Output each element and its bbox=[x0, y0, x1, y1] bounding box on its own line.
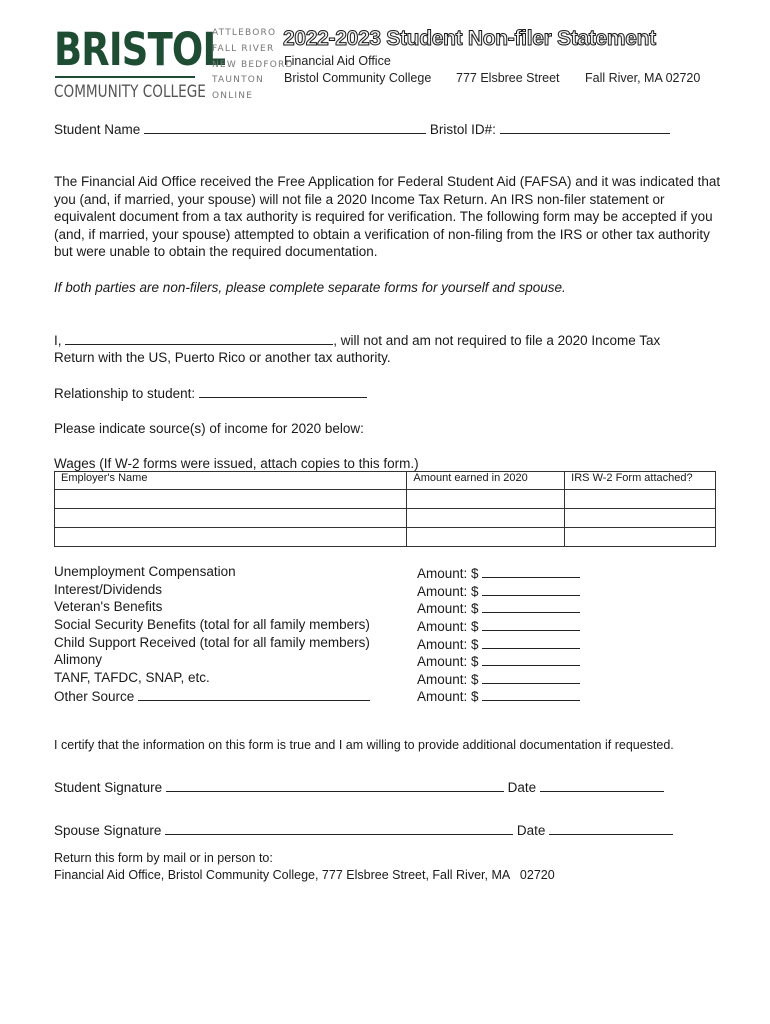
return-instructions: Return this form by mail or in person to: bbox=[54, 851, 273, 865]
wages-caption: Wages (If W-2 forms were issued, attach copies to this form.) bbox=[54, 456, 419, 471]
amount-field[interactable] bbox=[482, 582, 580, 596]
college-logo-subtitle: COMMUNITY COLLEGE bbox=[54, 82, 206, 102]
separate-forms-note: If both parties are non-filers, please complete separate forms for yourself and spouse. bbox=[54, 280, 566, 295]
amount-label: Amount: $ bbox=[417, 637, 479, 652]
street-address: 777 Elsbree Street bbox=[456, 71, 560, 85]
amount-row bbox=[417, 687, 580, 704]
amount-label: Amount: $ bbox=[417, 689, 479, 704]
student-date-field[interactable] bbox=[540, 778, 664, 792]
amount-field[interactable] bbox=[482, 687, 580, 701]
amount-field[interactable] bbox=[482, 670, 580, 684]
amount-row bbox=[417, 564, 580, 581]
income-source-label: Alimony bbox=[54, 652, 103, 667]
return-address: Financial Aid Office, Bristol Community College, 777 Elsbree Street, Fall River, MA 02720 bbox=[54, 868, 555, 882]
campus-name: NEW BEDFORD bbox=[212, 60, 294, 70]
employer-name-cell[interactable] bbox=[55, 490, 407, 509]
campus-name: ATTLEBORO bbox=[212, 28, 277, 38]
employer-name-header: Employer's Name bbox=[55, 472, 407, 490]
bristol-id-label: Bristol ID#: bbox=[429, 122, 496, 137]
amount-field[interactable] bbox=[482, 635, 580, 649]
amount-label: Amount: $ bbox=[417, 619, 479, 634]
table-row bbox=[55, 528, 716, 547]
spouse-signature-field[interactable] bbox=[165, 821, 513, 835]
amount-earned-header: Amount earned in 2020 bbox=[407, 472, 565, 490]
amount-row bbox=[417, 635, 580, 652]
income-source-label: Social Security Benefits (total for all family members) bbox=[54, 617, 370, 632]
date-label: Date bbox=[516, 823, 546, 838]
relationship-field[interactable] bbox=[199, 384, 367, 398]
w2-attached-cell[interactable] bbox=[565, 528, 716, 547]
amount-label: Amount: $ bbox=[417, 584, 479, 599]
amount-row bbox=[417, 582, 580, 599]
amount-field[interactable] bbox=[482, 617, 580, 631]
college-logo-wordmark: BRISTOL bbox=[54, 23, 226, 76]
income-source-label: Veteran's Benefits bbox=[54, 599, 163, 614]
amount-label: Amount: $ bbox=[417, 601, 479, 616]
spouse-date-field[interactable] bbox=[549, 821, 673, 835]
wages-table bbox=[54, 471, 716, 547]
declarant-name-field[interactable] bbox=[65, 331, 333, 345]
w2-attached-header: IRS W-2 Form attached? bbox=[565, 472, 716, 490]
date-label: Date bbox=[507, 780, 537, 795]
income-source-label: Unemployment Compensation bbox=[54, 564, 236, 579]
income-source-label: Interest/Dividends bbox=[54, 582, 163, 597]
employer-name-cell[interactable] bbox=[55, 509, 407, 528]
form-title: 2022-2023 Student Non-filer Statement bbox=[283, 27, 656, 50]
income-source-label: Child Support Received (total for all family members) bbox=[54, 635, 370, 650]
amount-row bbox=[417, 670, 580, 687]
amount-row bbox=[417, 617, 580, 634]
intro-paragraph: The Financial Aid Office received the Free Application for Federal Student Aid (FAFSA) and it was indicated that you (and, if married, your spouse) will not file a 2020 Income Tax Return. An IRS non-filer statement or equivalent document from a tax authority is required for verification. The following form may be accepted if you (and, if married, your spouse) attempted to obtain a verification of non-filing from the IRS or other tax authority but were unable to obtain the required documentation. bbox=[54, 174, 721, 259]
declaration-prefix: I, bbox=[54, 333, 62, 348]
amount-earned-cell[interactable] bbox=[407, 509, 565, 528]
campus-name: ONLINE bbox=[212, 91, 254, 101]
amount-label: Amount: $ bbox=[417, 654, 479, 669]
certification-statement: I certify that the information on this form is true and I am willing to provide additional documentation if requested. bbox=[54, 738, 674, 752]
w2-attached-cell[interactable] bbox=[565, 509, 716, 528]
table-header-row bbox=[55, 472, 716, 490]
student-signature-label: Student Signature bbox=[54, 780, 163, 795]
income-source-label: TANF, TAFDC, SNAP, etc. bbox=[54, 670, 210, 685]
spouse-signature-label: Spouse Signature bbox=[54, 823, 162, 838]
amount-field[interactable] bbox=[482, 652, 580, 666]
employer-name-cell[interactable] bbox=[55, 528, 407, 547]
amount-field[interactable] bbox=[482, 564, 580, 578]
student-signature-row bbox=[54, 778, 664, 797]
office-name: Financial Aid Office bbox=[284, 54, 391, 68]
declaration-line-2: Return with the US, Puerto Rico or another tax authority. bbox=[54, 350, 391, 365]
student-info-row bbox=[54, 120, 670, 139]
amount-row bbox=[417, 599, 580, 616]
college-name: Bristol Community College bbox=[284, 71, 432, 85]
relationship-row bbox=[54, 384, 367, 403]
table-row bbox=[55, 509, 716, 528]
campus-name: FALL RIVER bbox=[212, 44, 275, 54]
income-prompt: Please indicate source(s) of income for 2020 below: bbox=[54, 421, 364, 436]
amount-field[interactable] bbox=[482, 599, 580, 613]
student-name-field[interactable] bbox=[144, 120, 426, 134]
income-source-label: Other Source bbox=[54, 689, 135, 704]
table-row bbox=[55, 490, 716, 509]
city-address: Fall River, MA 02720 bbox=[585, 71, 701, 85]
student-name-label: Student Name bbox=[54, 122, 141, 137]
amount-label: Amount: $ bbox=[417, 566, 479, 581]
other-source-field[interactable] bbox=[138, 687, 370, 701]
amount-row bbox=[417, 652, 580, 669]
student-signature-field[interactable] bbox=[166, 778, 504, 792]
amount-label: Amount: $ bbox=[417, 672, 479, 687]
logo-divider bbox=[55, 76, 195, 78]
other-source-row bbox=[54, 687, 370, 704]
spouse-signature-row bbox=[54, 821, 673, 840]
amount-earned-cell[interactable] bbox=[407, 490, 565, 509]
declaration-suffix: , will not and am not required to file a 2020 Income Tax bbox=[333, 333, 661, 348]
relationship-label: Relationship to student: bbox=[54, 386, 196, 401]
declaration-line bbox=[54, 331, 660, 350]
w2-attached-cell[interactable] bbox=[565, 490, 716, 509]
campus-name: TAUNTON bbox=[212, 75, 264, 85]
amount-earned-cell[interactable] bbox=[407, 528, 565, 547]
bristol-id-field[interactable] bbox=[500, 120, 670, 134]
